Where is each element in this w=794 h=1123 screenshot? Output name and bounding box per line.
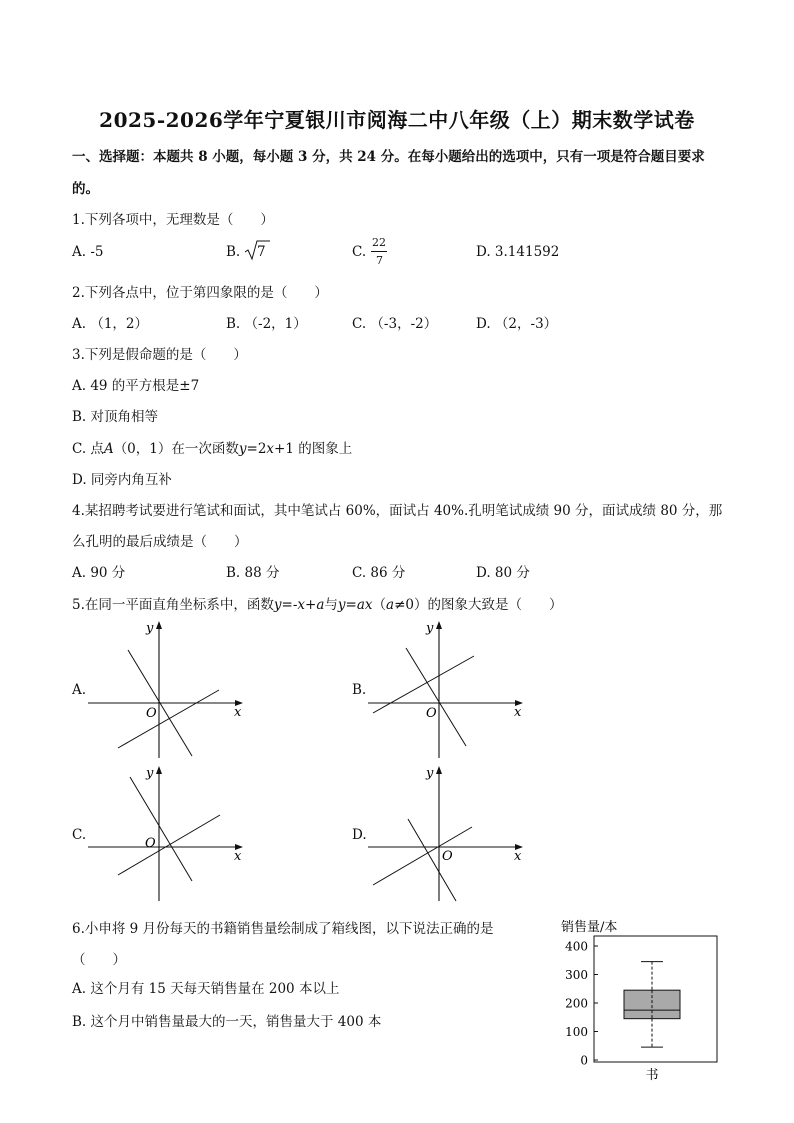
y-tick-label: 300 [565, 968, 588, 982]
q3-stem: 3.下列是假命题的是（ ） [72, 347, 247, 363]
graph-c-label: C. [72, 827, 87, 843]
graph-d-label: D. [352, 827, 367, 843]
q5-part: 5.在同一平面直角坐标系中，函数 [72, 597, 274, 613]
q1-option-d: D. 3.141592 [476, 244, 560, 260]
q2-stem: 2.下列各点中，位于第四象限的是（ ） [72, 285, 328, 301]
category-label: 书 [645, 1068, 659, 1083]
q2-option-b: B. （-2，1） [226, 316, 307, 332]
q4-line2: 么孔明的最后成绩是（ ） [72, 534, 248, 550]
q5-stem [72, 593, 563, 613]
q1-option-c-numerator: 22 [372, 236, 386, 249]
page-title: 2025-2026学年宁夏银川市阅海二中八年级（上）期末数学试卷 [99, 108, 695, 132]
origin-label: O [145, 836, 156, 851]
q5-part: =- [281, 597, 298, 613]
x-axis-label: x [234, 705, 242, 720]
q1-option-a: A. -5 [72, 244, 104, 260]
y-axis-label: y [146, 621, 154, 636]
y-tick-label: 200 [565, 996, 588, 1011]
origin-label: O [426, 706, 437, 721]
q5-var: a [386, 597, 395, 613]
y-axis-label: y [426, 621, 434, 636]
y-axis-label: y [426, 766, 434, 781]
section1-line1: 一、选择题：本题共 8 小题，每小题 3 分，共 24 分。在每小题给出的选项中，只有一项是符合题目要求 [72, 149, 705, 165]
q6-line2: （ ） [72, 952, 126, 968]
q3-option-a: A. 49 的平方根是±7 [72, 378, 200, 394]
q3-c-part: =2 [246, 441, 267, 457]
q3-option-b: B. 对顶角相等 [72, 409, 159, 425]
graph-a [88, 618, 248, 763]
x-axis-label: x [234, 849, 242, 864]
q5-var: a [316, 597, 325, 613]
x-axis-label: x [514, 705, 522, 720]
q4-option-b: B. 88 分 [226, 565, 280, 581]
q6-option-a: A. 这个月有 15 天每天销售量在 200 本以上 [72, 981, 340, 997]
graph-b [368, 618, 528, 763]
y-tick-label: 0 [580, 1053, 588, 1068]
q3-c-var: x [266, 441, 275, 457]
x-axis-label: x [514, 849, 522, 864]
q1-option-c-label: C. [352, 244, 367, 260]
graph-d [368, 763, 528, 908]
box-plot-chart [556, 914, 726, 1086]
q5-part: （ [372, 597, 387, 613]
q1-option-b-radicand: 7 [257, 244, 266, 260]
q3-option-d: D. 同旁内角互补 [72, 472, 172, 488]
q3-c-part: （0，1）在一次函数 [113, 441, 239, 457]
q5-var: y [273, 597, 282, 613]
iqr-box [624, 990, 680, 1019]
y-tick-label: 100 [565, 1025, 588, 1039]
q5-part: 与 [324, 597, 338, 613]
graph-b-label: B. [352, 682, 367, 698]
q2-option-a: A. （1，2） [72, 316, 149, 332]
graph-a-label: A. [72, 682, 87, 698]
fraction-bar [371, 251, 387, 252]
origin-label: O [442, 849, 453, 864]
q3-c-part: C. 点 [72, 441, 104, 457]
chart-ylabel: 销售量/本 [561, 920, 618, 935]
q4-option-a: A. 90 分 [72, 565, 126, 581]
q2-option-d: D. （2，-3） [476, 316, 558, 332]
graph-c [88, 763, 248, 908]
q1-option-c-denominator: 7 [376, 254, 383, 267]
q4-line1: 4.某招聘考试要进行笔试和面试，其中笔试占 60%，面试占 40%.孔明笔试成绩 90 分，面试成绩 80 分，那 [72, 503, 723, 519]
q4-option-d: D. 80 分 [476, 565, 530, 581]
q5-var: x [297, 597, 306, 613]
y-tick-label: 400 [565, 939, 588, 954]
q5-var: y [337, 597, 346, 613]
q3-option-c [72, 437, 352, 457]
q6-option-b: B. 这个月中销售量最大的一天，销售量大于 400 本 [72, 1014, 382, 1030]
q6-line1: 6.小申将 9 月份每天的书籍销售量绘制成了箱线图，以下说法正确的是 [72, 921, 494, 937]
y-axis-label: y [146, 766, 154, 781]
q1-stem: 1.下列各项中，无理数是（ ） [72, 212, 274, 228]
q1-option-b-label: B. [226, 244, 241, 260]
q5-part: ≠0）的图象大致是（ ） [394, 597, 563, 613]
q2-option-c: C. （-3，-2） [352, 316, 438, 332]
q5-part: = [345, 597, 357, 613]
q4-option-c: C. 86 分 [352, 565, 406, 581]
q3-c-var: y [238, 441, 247, 457]
q3-c-part: +1 的图象上 [274, 441, 353, 457]
origin-label: O [146, 706, 157, 721]
q3-c-point: A [103, 441, 114, 457]
section1-line2: 的。 [72, 181, 99, 197]
q5-var: ax [356, 597, 373, 613]
q5-part: + [305, 597, 317, 613]
